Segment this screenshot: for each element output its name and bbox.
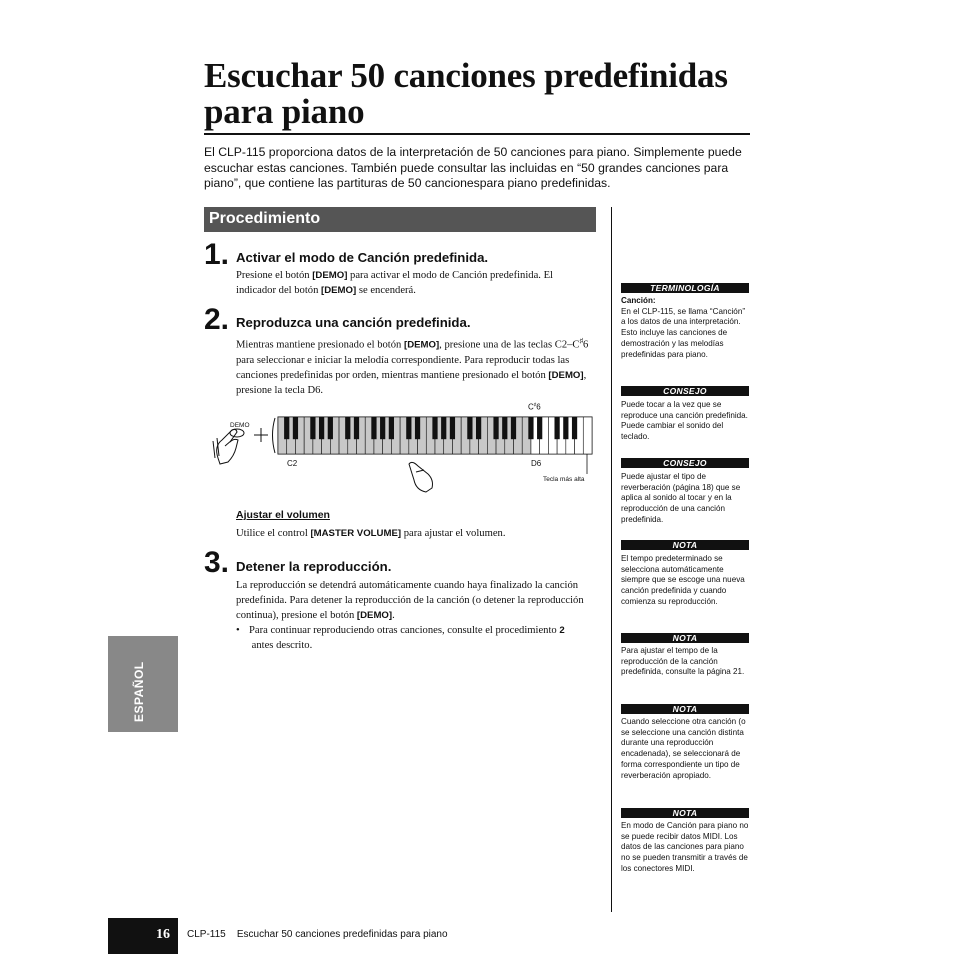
sidebar-label-tip-1: CONSEJO <box>621 386 749 396</box>
page-title: Escuchar 50 canciones predefinidas para piano <box>204 56 728 131</box>
sidebar-note-3: Cuando seleccione otra canción (o se seleccione una canción distinta durante una reproducción encadenada), se seleccionará de forma correspondiente un tipo de reverberación apropiado. <box>621 717 746 780</box>
title-rule <box>204 133 750 135</box>
d6-label: D6 <box>531 459 542 468</box>
black-key <box>293 417 298 439</box>
footer-section: Escuchar 50 canciones predefinidas para piano <box>236 929 448 940</box>
section-header <box>204 207 596 232</box>
sidebar-note-4: En modo de Canción para piano no se puede recibir datos MIDI. Los datos de las canciones para piano no se pueden transmitir a través de los conectores MIDI. <box>621 821 749 873</box>
sidebar-label-note-3: NOTA <box>621 704 749 714</box>
black-key <box>389 417 394 439</box>
black-key <box>502 417 507 439</box>
step-1-title: Activar el modo de Canción predefinida. <box>236 250 489 265</box>
step-3-title: Detener la reproducción. <box>236 559 392 574</box>
step-3-number: 3. <box>204 546 230 579</box>
black-key <box>406 417 411 439</box>
black-key <box>537 417 542 439</box>
white-key <box>583 417 592 454</box>
black-key <box>450 417 455 439</box>
sidebar-label-note-2: NOTA <box>621 633 749 643</box>
keyboard-diagram <box>204 396 600 496</box>
sidebar-note-tip-2: Puede ajustar el tipo de reverberación (página 18) que se aplica al sonido al tocar y en la reproducción de una canción predefinida. <box>621 472 741 524</box>
plus-icon <box>254 428 268 442</box>
bracket-icon <box>273 418 276 453</box>
black-key <box>476 417 481 439</box>
volume-heading: Ajustar el volumen <box>236 509 330 521</box>
black-key <box>467 417 472 439</box>
volume-body: Utilice el control [MASTER VOLUME] para ajustar el volumen. <box>236 528 506 539</box>
black-key <box>572 417 577 439</box>
black-key <box>554 417 559 439</box>
demo-button-label: DEMO <box>230 422 250 429</box>
sidebar-label-tip-2: CONSEJO <box>621 458 749 468</box>
step-3-bullet: • Para continuar reproduciendo otras canciones, consulte el procedimiento 2 antes descrito. <box>236 625 565 651</box>
sidebar-note-tip-1: Puede tocar a la vez que se reproduce una canción predefinida. Puede cambiar el sonido del teclado. <box>621 400 748 442</box>
language-tab-label: ESPAÑOL <box>132 661 146 722</box>
black-key <box>528 417 533 439</box>
black-key <box>345 417 350 439</box>
sidebar-label-terminology: TERMINOLOGÍA <box>621 283 749 293</box>
step-2-title: Reproduzca una canción predefinida. <box>236 315 471 330</box>
black-key <box>319 417 324 439</box>
black-key <box>371 417 376 439</box>
black-key <box>511 417 516 439</box>
black-key <box>284 417 289 439</box>
page-number-box <box>108 918 178 954</box>
highest-key-label: Tecla más alta <box>543 476 585 483</box>
step-1-body: Presione el botón [DEMO] para activar el modo de Canción predefinida. El indicador del botón [DEMO] se encenderá. <box>236 270 554 296</box>
hand-pressing-demo-icon <box>213 429 244 464</box>
step-2-number: 2. <box>204 303 230 336</box>
step-3-body: La reproducción se detendrá automáticamente cuando haya finalizado la canción predefinida. Para detener la reproducción de la canción (o detener la reproducción continua), presione el botón [DEMO]. <box>236 580 584 621</box>
language-tab <box>108 636 178 732</box>
black-key <box>328 417 333 439</box>
section-title: Procedimiento <box>209 210 321 227</box>
hand-pressing-key-icon <box>409 462 433 492</box>
intro-paragraph: El CLP-115 proporciona datos de la interpretación de 50 canciones para piano. Simplemente puede escuchar estas canciones. También puede consultar las incluidas en “50 grandes canciones para piano”, que contiene las partituras de 50 cancionespara piano predefinidas. <box>204 145 742 190</box>
c2-label: C2 <box>287 459 298 468</box>
sidebar-note-2: Para ajustar el tempo de la reproducción de la canción predefinida, consulte la página 21. <box>621 646 745 677</box>
sidebar-note-1: El tempo predeterminado se selecciona automáticamente siempre que se escoge una nueva canción predefinida y cuando comienza su reproducción. <box>621 554 745 606</box>
black-key <box>380 417 385 439</box>
black-key <box>415 417 420 439</box>
black-key <box>354 417 359 439</box>
black-key <box>432 417 437 439</box>
black-key <box>493 417 498 439</box>
black-key <box>441 417 446 439</box>
step-1-number: 1. <box>204 238 230 271</box>
sidebar-note-terminology: Canción: En el CLP-115, se llama “Canción” a los datos de una interpretación. Esto incluye las canciones de demostración y las melodías predefinidas para piano. <box>621 296 746 359</box>
sidebar-label-note-4: NOTA <box>621 808 749 818</box>
page-number: 16 <box>156 927 170 942</box>
cs6-label: C♯6 <box>528 402 541 412</box>
column-divider <box>611 207 612 912</box>
sidebar-label-note-1: NOTA <box>621 540 749 550</box>
footer-model: CLP-115 <box>187 929 226 940</box>
black-key <box>310 417 315 439</box>
black-key <box>563 417 568 439</box>
footer <box>187 929 448 940</box>
step-2-body: Mientras mantiene presionado el botón [DEMO], presione una de las teclas C2–C♯6 para seleccionar e iniciar la melodía correspondiente. Para reproducir todas las canciones predefinidas por orden, mientras mantiene presionado el botón [DEMO], presione la tecla D6. <box>236 337 589 396</box>
